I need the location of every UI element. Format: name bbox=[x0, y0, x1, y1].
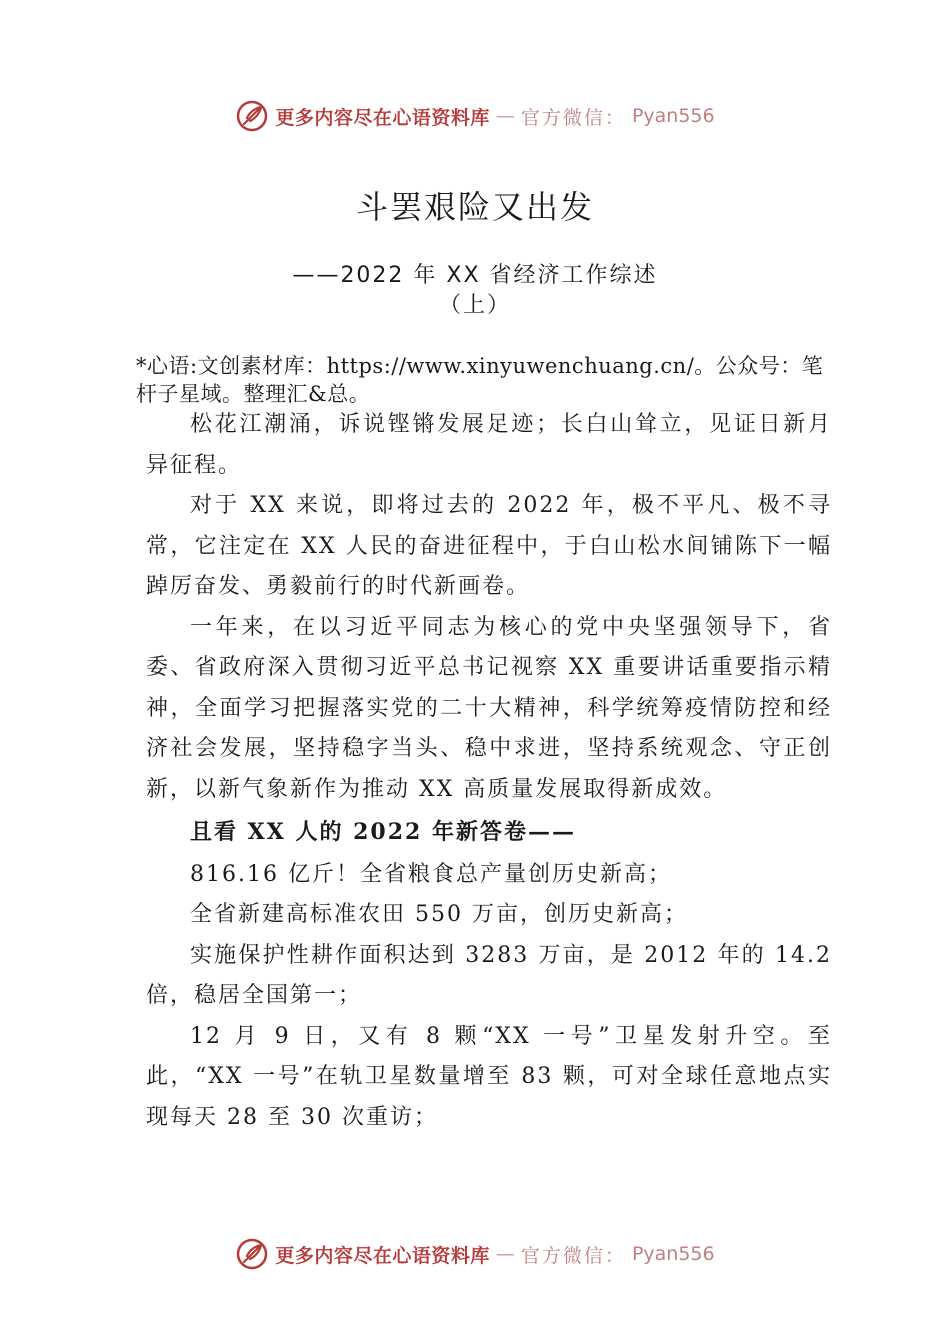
banner-brand-text: 更多内容尽在心语资料库 bbox=[275, 1244, 490, 1267]
banner-wechat-label: 官方微信： bbox=[520, 1244, 626, 1267]
banner-wechat-id: Pyan556 bbox=[631, 105, 715, 127]
list-item: 实施保护性耕作面积达到 3283 万亩，是 2012 年的 14.2 倍，稳居全国第一； bbox=[146, 942, 832, 1008]
banner-separator: — bbox=[495, 1243, 515, 1265]
lead-heading: 且看 XX 人的 2022 年新答卷—— bbox=[190, 819, 577, 845]
paragraph: 一年来，在以习近平同志为核心的党中央坚强领导下，省委、省政府深入贯彻习近平总书记视察 XX 重要讲话重要指示精神，全面学习把握落实党的二十大精神，科学统筹疫情防控和经济社会发展，坚持稳字当头、稳中求进，坚持系统观念、守正创新，以新气象新作为推动 XX 高质量发展取得新成效。 bbox=[146, 614, 833, 802]
watermark-banner-top bbox=[0, 94, 950, 138]
document-body bbox=[146, 405, 832, 1138]
paragraph: 对于 XX 来说，即将过去的 2022 年，极不平凡、极不寻常，它注定在 XX 人民的奋进征程中，于白山松水间铺陈下一幅踔厉奋发、勇毅前行的时代新画卷。 bbox=[146, 493, 832, 599]
banner-wechat-label: 官方微信： bbox=[520, 106, 626, 129]
list-item: 全省新建高标准农田 550 万亩，创历史新高； bbox=[190, 902, 688, 927]
document-subtitle-part: （上） bbox=[438, 293, 511, 318]
list-item: 816.16 亿斤！全省粮食总产量创历史新高； bbox=[190, 861, 672, 887]
banner-brand-text: 更多内容尽在心语资料库 bbox=[275, 106, 490, 129]
source-note: *心语:文创素材库：https://www.xinyuwenchuang.cn/。公众号：笔杆子星域。整理汇&总。 bbox=[136, 354, 824, 406]
document-title: 斗罢艰险又出发 bbox=[355, 188, 594, 226]
banner-wechat-id: Pyan556 bbox=[631, 1243, 715, 1265]
feather-circle-logo-icon bbox=[235, 99, 269, 133]
paragraph: 松花江潮涌，诉说铿锵发展足迹；长白山耸立，见证日新月异征程。 bbox=[146, 412, 832, 478]
feather-circle-logo-icon bbox=[235, 1237, 269, 1271]
document-subtitle: ——2022 年 XX 省经济工作综述 bbox=[292, 263, 658, 288]
watermark-banner-bottom bbox=[0, 1232, 950, 1276]
banner-separator: — bbox=[495, 105, 515, 127]
list-item: 12 月 9 日，又有 8 颗“XX 一号”卫星发射升空。至此，“XX 一号”在轨卫星数量增至 83 颗，可对全球任意地点实现每天 28 至 30 次重访； bbox=[146, 1023, 832, 1130]
